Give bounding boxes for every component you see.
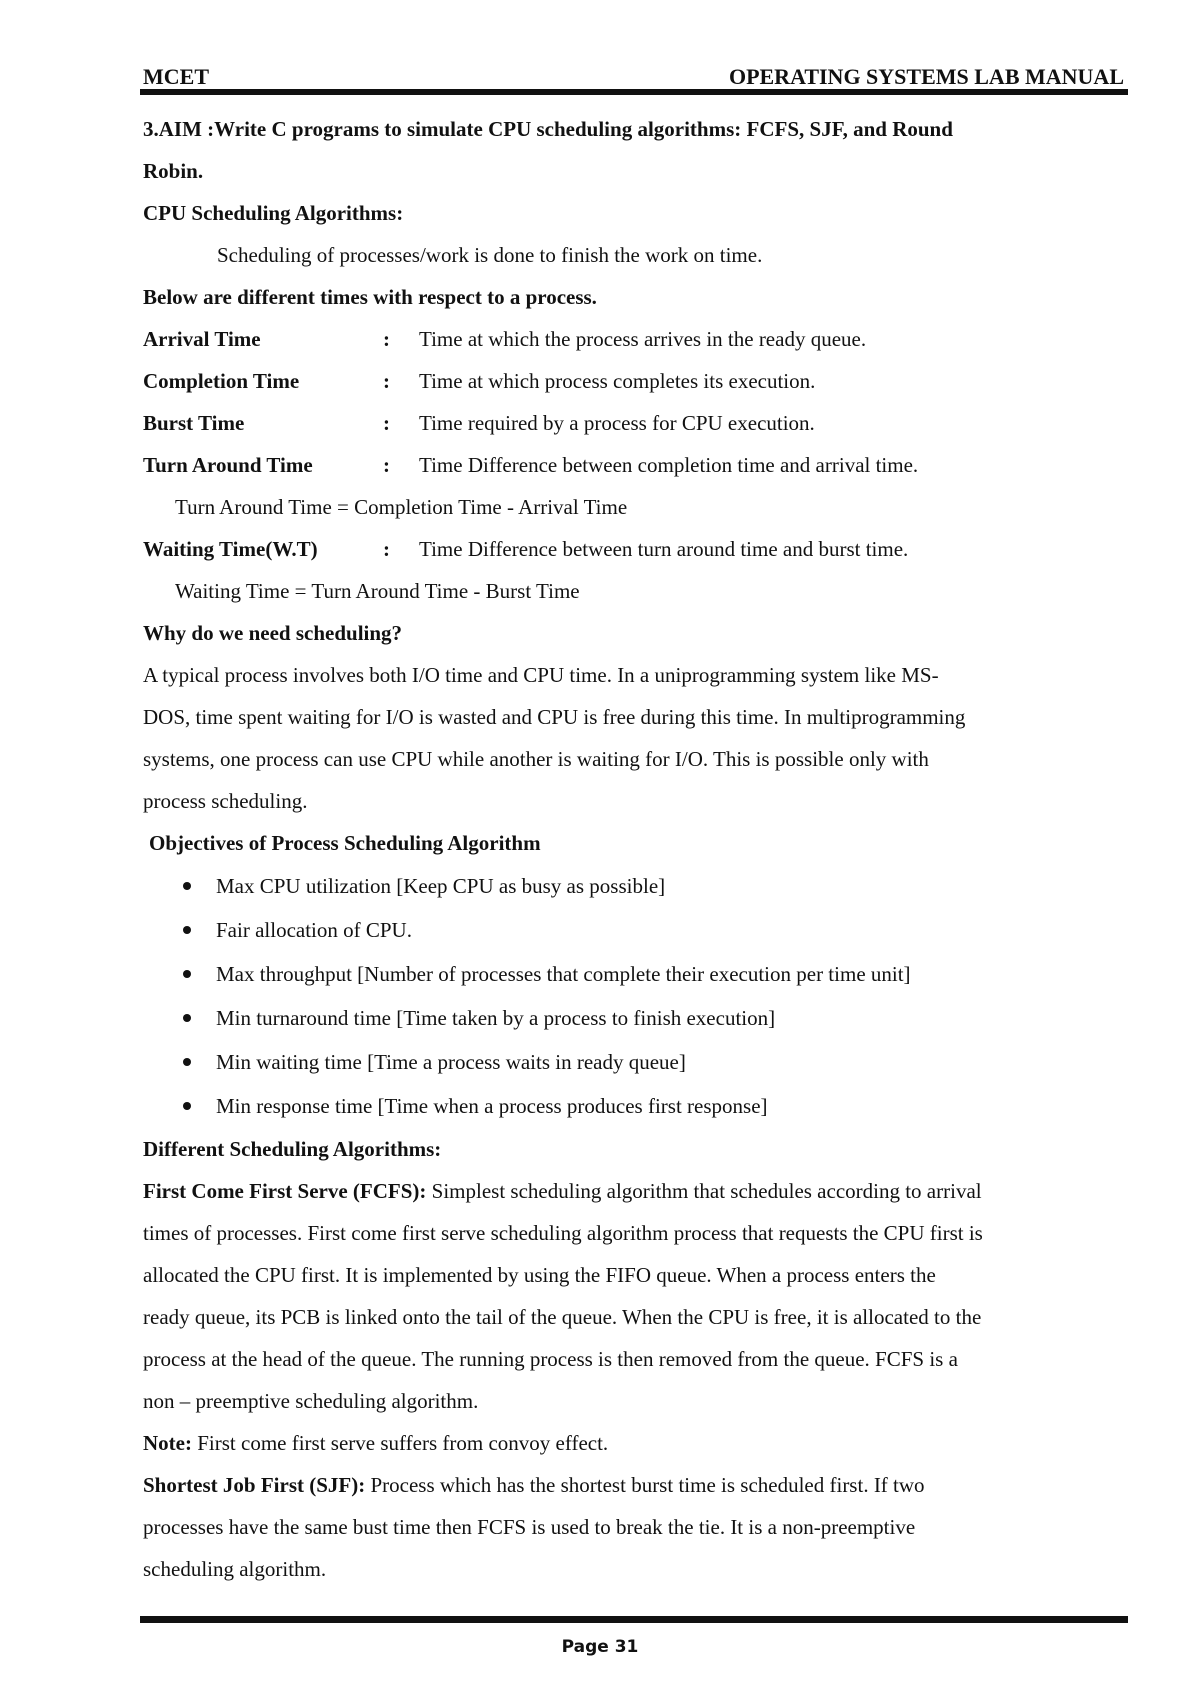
times-heading: Below are different times with respect to a process. (143, 285, 597, 309)
bullet-icon (183, 926, 191, 934)
why-paragraph (143, 654, 1124, 822)
definition-text: Time Difference between turn around time and burst time. (419, 537, 909, 561)
paragraph-line: Process which has the shortest burst time is scheduled first. If two (365, 1473, 925, 1497)
definition-text: Time at which the process arrives in the ready queue. (419, 327, 867, 351)
definition-text: Time at which process completes its execution. (419, 369, 816, 393)
page-body (143, 108, 1124, 1590)
fcfs-label: First Come First Serve (FCFS): (143, 1179, 427, 1203)
list-item (183, 952, 1124, 996)
definition-term: Arrival Time (143, 327, 261, 351)
definition-term: Completion Time (143, 369, 300, 393)
bullet-icon (183, 1058, 191, 1066)
bullet-icon (183, 1102, 191, 1110)
paragraph-line: A typical process involves both I/O time and CPU time. In a uniprogramming system like MS- (143, 663, 939, 687)
objectives-list (143, 864, 1124, 1128)
note-label: Note: (143, 1431, 192, 1455)
definition-colon: : (383, 537, 390, 561)
header-right: OPERATING SYSTEMS LAB MANUAL (728, 64, 1124, 89)
cpu-heading: CPU Scheduling Algorithms: (143, 201, 404, 225)
cpu-description: Scheduling of processes/work is done to finish the work on time. (217, 243, 763, 267)
paragraph-line: Simplest scheduling algorithm that schedules according to arrival (426, 1179, 982, 1203)
list-item (183, 908, 1124, 952)
bullet-icon (183, 882, 191, 890)
wt-formula: Waiting Time = Turn Around Time - Burst Time (175, 579, 580, 603)
list-item (183, 996, 1124, 1040)
objectives-heading: Objectives of Process Scheduling Algorithm (149, 831, 541, 855)
definition-colon: : (383, 369, 390, 393)
why-heading: Why do we need scheduling? (143, 621, 403, 645)
different-heading: Different Scheduling Algorithms: (143, 1137, 442, 1161)
definition-text: Time Difference between completion time and arrival time. (419, 453, 919, 477)
paragraph-line: non – preemptive scheduling algorithm. (143, 1389, 479, 1413)
sjf-paragraph (143, 1464, 1124, 1590)
definition-term: Waiting Time(W.T) (143, 537, 318, 561)
list-item-text: Min turnaround time [Time taken by a process to finish execution] (216, 1006, 776, 1030)
list-item (183, 1040, 1124, 1084)
paragraph-line: systems, one process can use CPU while another is waiting for I/O. This is possible only with (143, 747, 929, 771)
definition-colon: : (383, 411, 390, 435)
paragraph-line: DOS, time spent waiting for I/O is wasted and CPU is free during this time. In multiprogramming (143, 705, 966, 729)
paragraph-line: times of processes. First come first serve scheduling algorithm process that requests the CPU first is (143, 1221, 983, 1245)
paragraph-line: process at the head of the queue. The running process is then removed from the queue. FCFS is a (143, 1347, 958, 1371)
bullet-icon (183, 1014, 191, 1022)
waiting-definition (143, 528, 1124, 570)
header-rule (140, 89, 1128, 95)
list-item (183, 1084, 1124, 1128)
paragraph-line: processes have the same bust time then FCFS is used to break the tie. It is a non-preemptive (143, 1515, 916, 1539)
bullet-icon (183, 970, 191, 978)
definition-table (143, 318, 1124, 486)
page-number: Page 31 (561, 1637, 639, 1657)
list-item-text: Min waiting time [Time a process waits in ready queue] (216, 1050, 686, 1074)
paragraph-line: scheduling algorithm. (143, 1557, 327, 1581)
paragraph-line: process scheduling. (143, 789, 308, 813)
aim-line-1: 3.AIM :Write C programs to simulate CPU scheduling algorithms: FCFS, SJF, and Round (143, 117, 953, 141)
list-item-text: Max CPU utilization [Keep CPU as busy as possible] (216, 874, 666, 898)
tat-formula: Turn Around Time = Completion Time - Arrival Time (175, 495, 628, 519)
note-text: First come first serve suffers from convoy effect. (191, 1431, 609, 1455)
list-item-text: Min response time [Time when a process produces first response] (216, 1094, 768, 1118)
paragraph-line: ready queue, its PCB is linked onto the tail of the queue. When the CPU is free, it is allocated to the (143, 1305, 982, 1329)
sjf-label: Shortest Job First (SJF): (143, 1473, 366, 1497)
fcfs-paragraph (143, 1170, 1124, 1422)
definition-text: Time required by a process for CPU execution. (419, 411, 815, 435)
list-item-text: Fair allocation of CPU. (216, 918, 412, 942)
footer-rule (140, 1616, 1128, 1623)
header-left: MCET (143, 64, 209, 89)
definition-term: Turn Around Time (143, 453, 313, 477)
paragraph-line: allocated the CPU first. It is implemented by using the FIFO queue. When a process enters the (143, 1263, 936, 1287)
definition-colon: : (383, 453, 390, 477)
definition-term: Burst Time (143, 411, 245, 435)
aim-line-2: Robin. (143, 159, 204, 183)
note-line (143, 1422, 1124, 1464)
list-item (183, 864, 1124, 908)
page-header (143, 58, 1124, 90)
list-item-text: Max throughput [Number of processes that complete their execution per time unit] (216, 962, 911, 986)
definition-colon: : (383, 327, 390, 351)
